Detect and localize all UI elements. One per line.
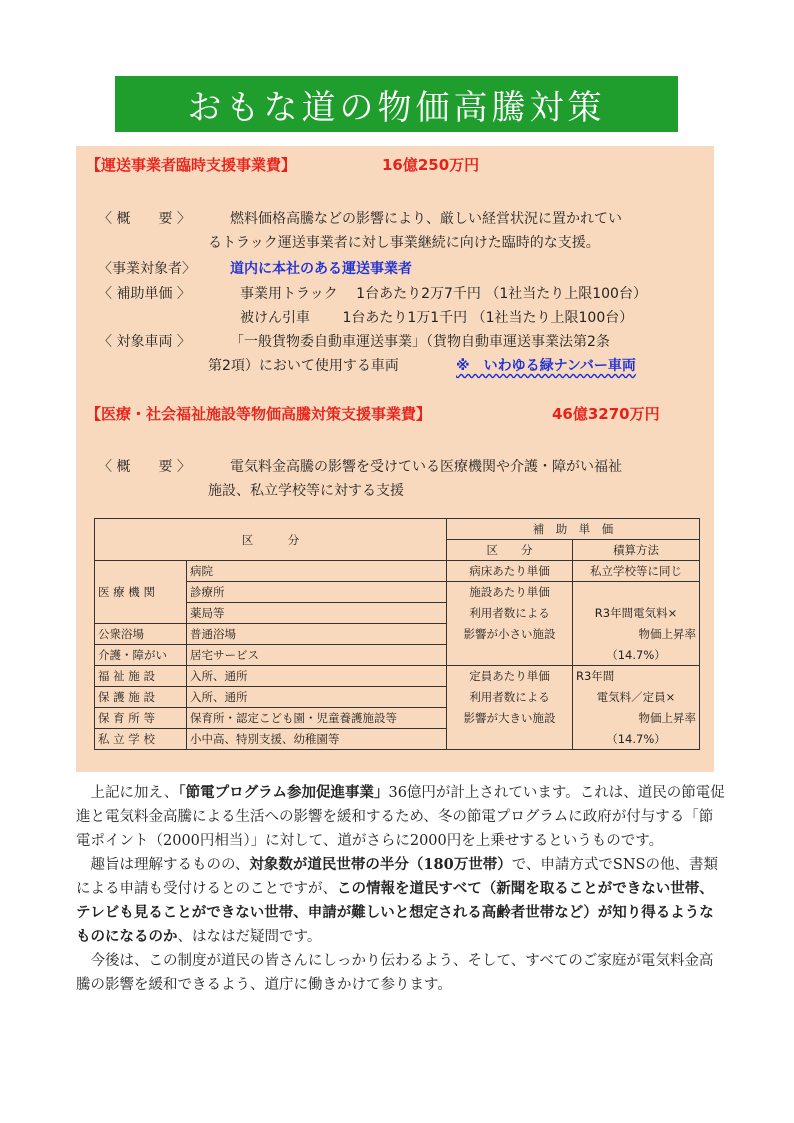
facility-kyotaku: 居宅サービス bbox=[187, 645, 447, 666]
s1-unit-label: 〈 補助単価 〉 bbox=[98, 286, 191, 302]
paragraph-2: 趣旨は理解するものの、対象数が道民世帯の半分（180万世帯）で、申請方式でSNSの他、書類による申請も受付けるとのことですが、この情報を道民すべて（新聞を取ることができない世帯、テレビも見ることができない世帯、申請が難しいと想定される高齢者世帯など）が知り得るようなものになるのか、はなはだ疑問です。 bbox=[76, 856, 718, 945]
cat-iryo: 医 療 機 関 bbox=[95, 561, 187, 624]
page-title: おもな道の物価高騰対策 bbox=[115, 76, 678, 132]
facility-hoiku: 保育所・認定こども園・児童養護施設等 bbox=[187, 708, 447, 729]
section1-amount: 16億250万円 bbox=[382, 156, 480, 174]
cat-shiritsu: 私 立 学 校 bbox=[95, 729, 187, 750]
facility-school: 小中高、特別支援、幼稚園等 bbox=[187, 729, 447, 750]
facility-futsu: 普通浴場 bbox=[187, 624, 447, 645]
s1-vehicle-line2: 第2項）において使用する車両 bbox=[208, 358, 399, 374]
section2-heading: 【医療・社会福祉施設等物価高騰対策支援事業費】 bbox=[86, 405, 432, 423]
s1-vehicle-line1: 「一般貨物委自動車運送事業」（貨物自動車運送事業法第2条 bbox=[230, 334, 610, 350]
unit-b1: 定員あたり単価 bbox=[447, 666, 573, 687]
s2-overview-line2: 施設、私立学校等に対する支援 bbox=[208, 483, 404, 499]
facility-shinryo: 診療所 bbox=[187, 582, 447, 603]
header-sub-kubun: 区 分 bbox=[447, 540, 573, 561]
header-sub-method: 積算方法 bbox=[573, 540, 700, 561]
cat-fukushi: 福 祉 施 設 bbox=[95, 666, 187, 687]
s1-unit-line1: 事業用トラック 1台あたり2万7千円 （1社当たり上限100台） bbox=[240, 286, 647, 302]
header-hojo: 補 助 単 価 bbox=[447, 519, 700, 540]
s1-unit-line2: 被けん引車 1台あたり1万1千円 （1社当たり上限100台） bbox=[240, 310, 634, 326]
facility-nyusho1: 入所、通所 bbox=[187, 666, 447, 687]
s2-overview-label: 〈 概 要 〉 bbox=[98, 459, 191, 475]
s2-overview-line1: 電気料金高騰の影響を受けている医療機関や介護・障がい福祉 bbox=[230, 459, 622, 475]
paragraph-1: 上記に加え、「節電プログラム参加促進事業」36億円が計上されています。これは、道民の節電促進と電気料金高騰による生活への影響を緩和するため、冬の節電プログラムに政府が付与する「節電ポイント（2000円相当）」に対して、道がさらに2000円を上乗せするというものです。 bbox=[76, 784, 725, 849]
method-b2: 電気料／定員× bbox=[573, 687, 700, 708]
cat-kaigo: 介護・障がい bbox=[95, 645, 187, 666]
paragraph-3: 今後は、この制度が道民の皆さんにしっかり伝わるよう、そして、すべてのご家庭が電気料金高騰の影響を緩和できるよう、道庁に働きかけて参ります。 bbox=[76, 953, 714, 993]
method-a3: （14.7%） bbox=[573, 645, 700, 666]
header-kubun: 区 分 bbox=[95, 519, 447, 561]
unit-a1: 施設あたり単価 bbox=[447, 582, 573, 603]
s1-overview-line1: 燃料価格高騰などの影響により、厳しい経営状況に置かれてい bbox=[230, 211, 622, 227]
unit-b2: 利用者数による bbox=[447, 687, 573, 708]
unit-a2: 利用者数による bbox=[447, 603, 573, 624]
cat-koshu: 公衆浴場 bbox=[95, 624, 187, 645]
unit-b3: 影響が大きい施設 bbox=[447, 708, 573, 729]
unit-byosho: 病床あたり単価 bbox=[447, 561, 573, 582]
method-same: 私立学校等に同じ bbox=[573, 561, 700, 582]
facility-yakkyoku: 薬局等 bbox=[187, 603, 447, 624]
subsidy-table bbox=[94, 518, 700, 750]
body-text bbox=[76, 781, 726, 997]
s1-overview-label: 〈 概 要 〉 bbox=[98, 211, 191, 227]
section1-heading: 【運送事業者臨時支援事業費】 bbox=[86, 156, 297, 174]
facility-byoin: 病院 bbox=[187, 561, 447, 582]
s1-target-label: 〈事業対象者〉 bbox=[98, 261, 196, 277]
method-b1: R3年間 bbox=[573, 666, 700, 687]
s1-vehicle-note: ※ いわゆる緑ナンバー車両 bbox=[456, 358, 636, 374]
section2-amount: 46億3270万円 bbox=[552, 405, 660, 423]
cat-hogo: 保 護 施 設 bbox=[95, 687, 187, 708]
method-a2: 物価上昇率 bbox=[573, 624, 700, 645]
cat-hoiku: 保 育 所 等 bbox=[95, 708, 187, 729]
s1-overview-line2: るトラック運送事業者に対し事業継続に向けた臨時的な支援。 bbox=[208, 235, 600, 251]
s1-vehicle-label: 〈 対象車両 〉 bbox=[98, 334, 191, 350]
method-b4: （14.7%） bbox=[573, 729, 700, 750]
method-b3: 物価上昇率 bbox=[573, 708, 700, 729]
unit-a3: 影響が小さい施設 bbox=[447, 624, 573, 645]
s1-target-value: 道内に本社のある運送事業者 bbox=[230, 261, 412, 277]
facility-nyusho2: 入所、通所 bbox=[187, 687, 447, 708]
method-a1: R3年間電気料× bbox=[573, 603, 700, 624]
